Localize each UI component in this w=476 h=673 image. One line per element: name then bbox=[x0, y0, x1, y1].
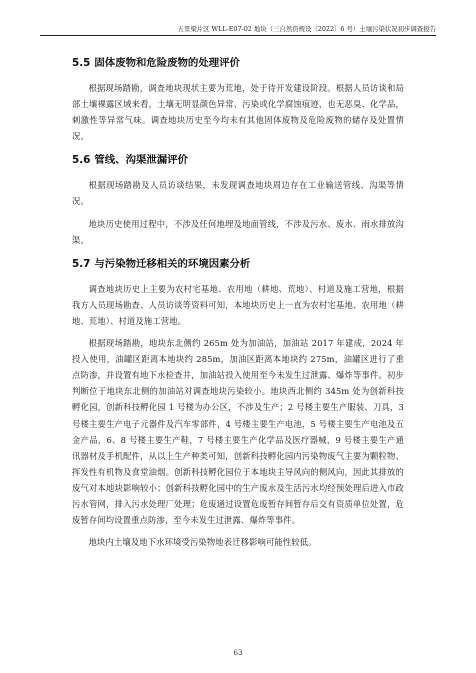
section-number: 5.7 bbox=[72, 257, 91, 270]
paragraph: 根据现场踏勘，地块东北侧约 265m 处为加油站，加油站 2017 年建成，2024 年投入使用，油罐区距离本地块约 285m，加油区距离本地块约 275m，油罐区进行了重点防渗，并设置有地下水检查井，加油站投入使用至今未发生过泄露、爆炸等事件。初步判断位于地块东北侧的加油站对调查地块污染较小。地块西北侧约 345m 处为创新科技孵化园，创新科技孵化园 1 号楼为办公区，不涉及生产；2 号楼主要生产服装、刀具，3 号楼主要生产电子元器件及汽车零部件，4 号楼主要生产电池，5 号楼主要生产电池及五金产品，6、8 号楼主要生产鞋，7 号楼主要生产化学品及医疗器械，9 号楼主要生产通讯器材及手机配件，从以上生产种类可知，创新科技孵化园内污染物废气主要为颗粒物、挥发性有机物及食堂油烟。创新科技孵化园位于本地块主导风向的侧风向，因此其排放的废气对本地块影响较小；创新科技孵化园中的生产废水及生活污水均经预处理后进入市政污水管网，排入污水处理厂处理；危废通过设置危废暂存间暂存后交有资质单位处置，危废暂存间均设置重点防渗，至今未发生过泄露、爆炸等事件。 bbox=[72, 338, 404, 526]
document-body bbox=[72, 56, 404, 550]
section-title: 固体废物和危险废物的处理评价 bbox=[94, 57, 240, 69]
header-rule bbox=[40, 35, 436, 36]
section-heading-5-5 bbox=[72, 56, 404, 70]
section-heading-5-7 bbox=[72, 257, 404, 271]
paragraph: 地块内土壤及地下水环境受污染物地表迁移影响可能性较低。 bbox=[88, 537, 317, 548]
paragraph: 调查地块历史上主要为农村宅基地、农用地（耕地、荒地）、村道及施工营地，根据我方人员现场勘查、人员访谈等资料可知，本地块历史上一直为农村宅基地、农用地（耕地、荒地）、村道及施工营地。 bbox=[72, 283, 404, 326]
section-number: 5.6 bbox=[72, 154, 91, 167]
page-number: 63 bbox=[233, 649, 243, 657]
section-number: 5.5 bbox=[72, 57, 91, 69]
section-title: 管线、沟渠泄漏评价 bbox=[94, 154, 188, 167]
page-header: 五里梁片区 WLL-E07-02 地块（三自然资规设〔2022〕6 号）土壤污染状况初步调查报告 bbox=[177, 25, 436, 33]
paragraph: 根据现场踏勘及人员访谈结果，未发现调查地块周边存在工业输送管线、沟渠等情况。 bbox=[72, 180, 404, 207]
section-title: 与污染物迁移相关的环境因素分析 bbox=[94, 257, 251, 270]
paragraph: 地块历史使用过程中，不涉及任何地埋及地面管线，不涉及污水、废水、雨水排放沟渠。 bbox=[72, 218, 404, 245]
paragraph: 根据现场踏勘，调查地块现状主要为荒地，处于待开发建设阶段。根据人员访谈和局部土壤裸露区域来看，土壤无明显颜色异常、污染或化学腐蚀痕迹，也无恶臭、化学品，刺激性等异常气味。调查地块历史至今均未有其他固体废物及危险废物的储存及处置情况。 bbox=[72, 83, 404, 142]
section-heading-5-6 bbox=[72, 153, 404, 167]
